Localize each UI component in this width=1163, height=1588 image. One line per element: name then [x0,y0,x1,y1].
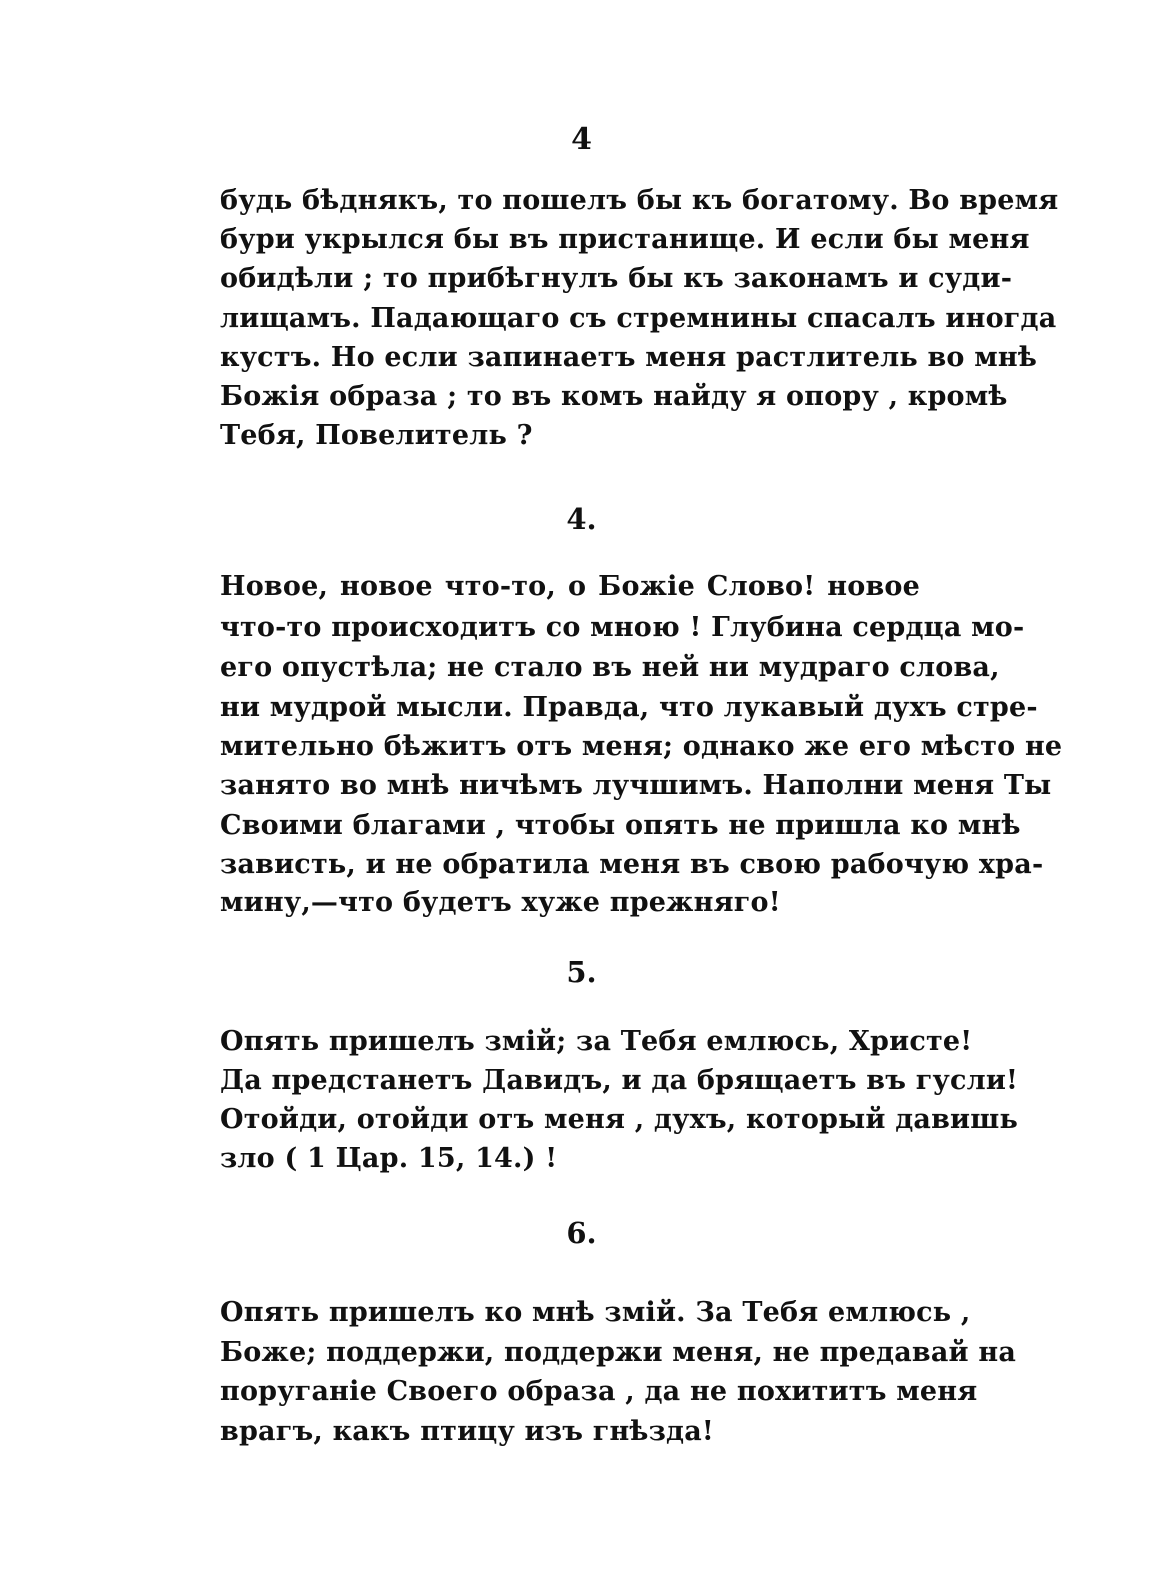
section-number: 4. [566,502,597,536]
text-line: поруганіе Своего образа , да не похититъ меня [220,1376,978,1407]
text-line: Тебя, Повелитель ? [220,420,533,451]
text-line: кустъ. Но если запинаетъ меня растлитель во мнѣ [220,342,1038,373]
page-number: 4 [571,122,592,157]
text-line: Боже; поддержи, поддержи меня, не предавай на [220,1337,1017,1368]
text-line: зависть, и не обратила меня въ свою рабочую хра- [220,849,1044,880]
text-line: лищамъ. Падающаго съ стремнины спасалъ иногда [220,303,1057,334]
text-line: Новое, новое что-то, о Божіе Слово! новое [220,571,920,602]
text-line: будь бѣднякъ, то пошелъ бы къ богатому. Во время [220,185,1059,216]
text-line: занято во мнѣ ничѣмъ лучшимъ. Наполни меня Ты [220,770,1052,801]
text-line: Опять пришелъ змій; за Тебя емлюсь, Христе! [220,1026,973,1057]
text-line: Отойди, отойди отъ меня , духъ, который давишь [220,1104,1019,1135]
text-line: Опять пришелъ ко мнѣ змій. За Тебя емлюсь , [220,1297,971,1328]
text-line: его опустѣла; не стало въ ней ни мудраго слова, [220,652,1000,683]
text-line: мительно бѣжитъ отъ меня; однако же его мѣсто не [220,731,1063,762]
text-line: ни мудрой мысли. Правда, что лукавый духъ стре- [220,692,1038,723]
text-line: обидѣли ; то прибѣгнулъ бы къ законамъ и суди- [220,263,1013,294]
text-line: мину,—что будетъ хуже прежняго! [220,887,781,918]
text-line: бури укрылся бы въ пристанище. И если бы меня [220,224,1030,255]
text-line: врагъ, какъ птицу изъ гнѣзда! [220,1416,714,1447]
text-line: Да предстанетъ Давидъ, и да брящаетъ въ гусли! [220,1065,1019,1096]
section-number: 6. [566,1216,597,1250]
text-line: зло ( 1 Цар. 15, 14.) ! [220,1143,558,1174]
text-line: Своими благами , чтобы опять не пришла ко мнѣ [220,810,1021,841]
text-line: Божія образа ; то въ комъ найду я опору , кромѣ [220,381,1008,412]
text-line: что-то происходитъ со мною ! Глубина сердца мо- [220,612,1025,643]
section-number: 5. [566,955,597,989]
